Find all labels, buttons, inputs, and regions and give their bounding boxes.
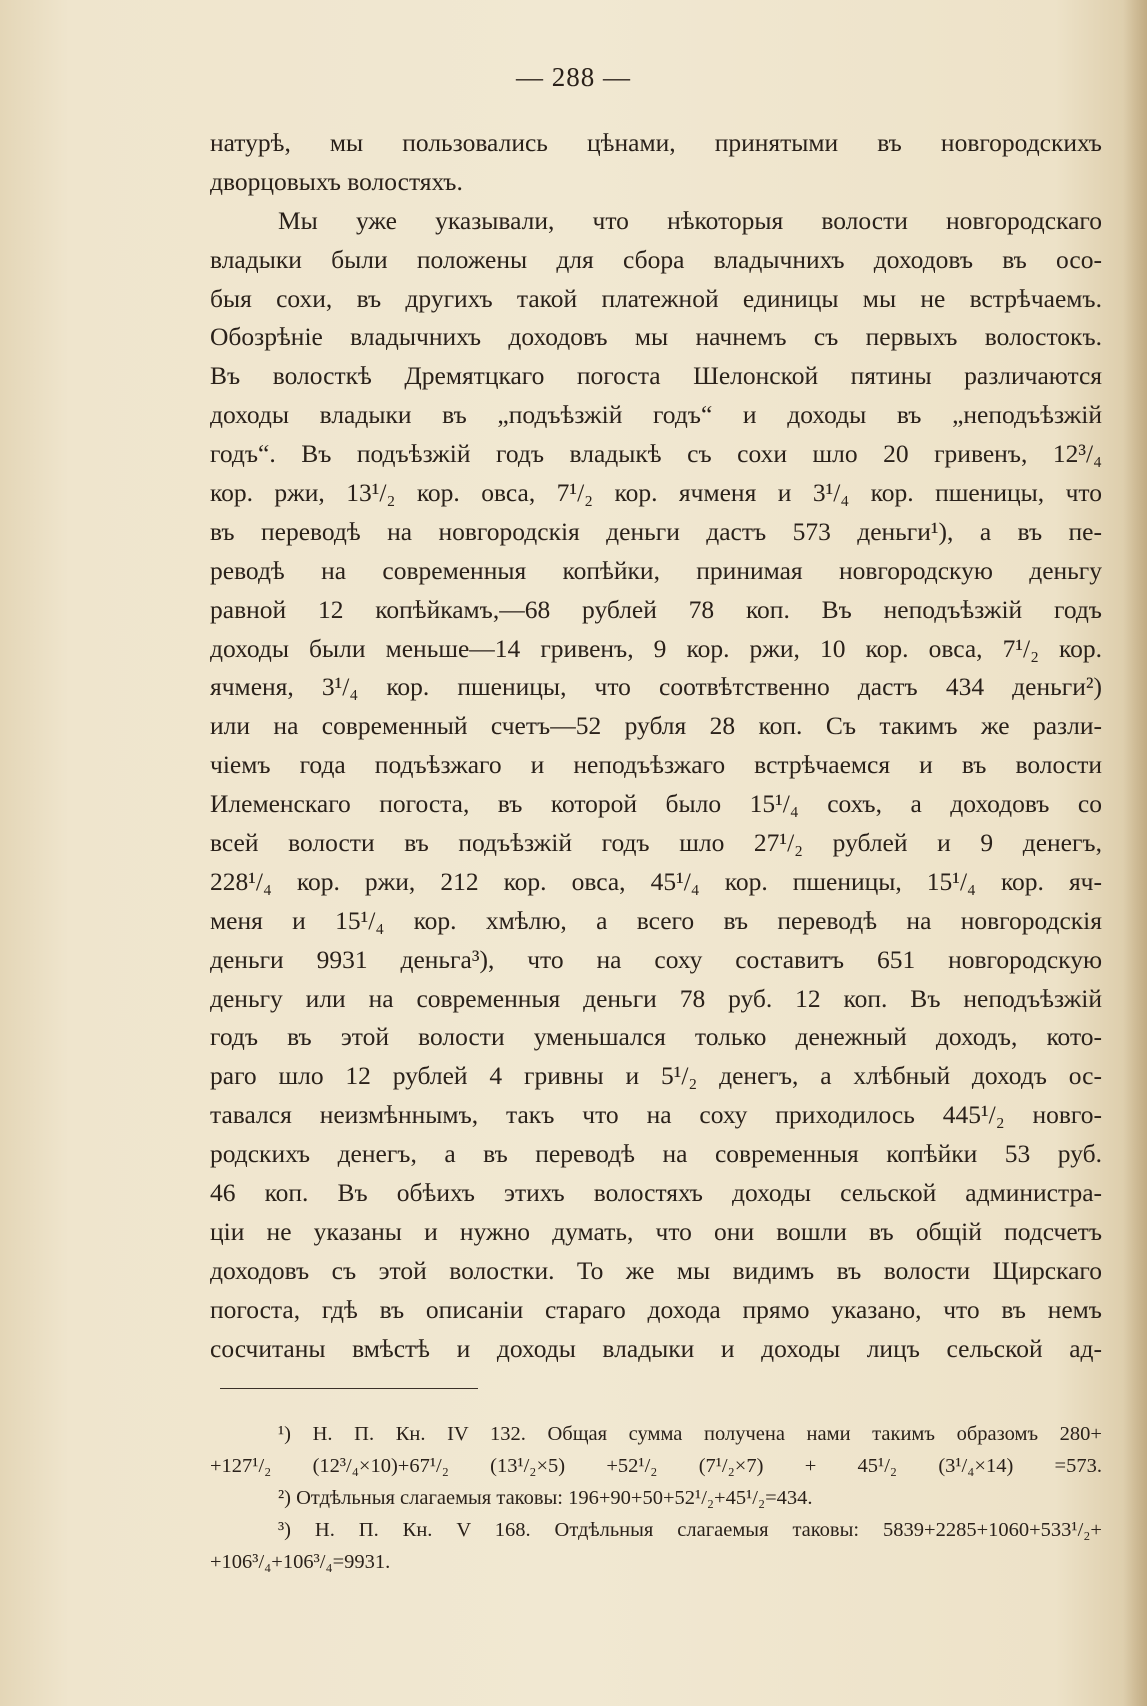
text-line: Мы уже указывали, что нѣкоторыя волости новгородскаго — [278, 205, 1102, 235]
text-line: ціи не указаны и нужно думать, что они вошли въ общій подсчетъ — [210, 1216, 1102, 1246]
page-number: — 288 — — [516, 62, 631, 92]
footnote-line: ³) Н. П. Кн. V 168. Отдѣльныя слагаемыя таковы: 5839+2285+1060+533¹/₂+ — [278, 1519, 1102, 1541]
text-line: 228¹/₄ кор. ржи, 212 кор. овса, 45¹/₄ кор. пшеницы, 15¹/₄ кор. яч- — [210, 866, 1102, 896]
body-text — [210, 124, 1102, 1369]
text-line: дворцовыхъ волостяхъ. — [210, 166, 463, 196]
text-line: ячменя, 3¹/₄ кор. пшеницы, что соотвѣтственно дастъ 434 деньги²) — [210, 672, 1102, 702]
text-line: Обозрѣніе владычнихъ доходовъ мы начнемъ съ первыхъ волостокъ. — [210, 322, 1102, 352]
text-line: равной 12 копѣйкамъ,—68 рублей 78 коп. Въ неподъѣзжій годъ — [210, 594, 1102, 624]
text-line: или на современный счетъ—52 рубля 28 коп. Съ такимъ же разли- — [210, 711, 1102, 741]
text-line: натурѣ, мы пользовались цѣнами, принятыми въ новгородскихъ — [210, 128, 1102, 157]
text-line: кор. ржи, 13¹/₂ кор. овса, 7¹/₂ кор. ячменя и 3¹/₄ кор. пшеницы, что — [210, 478, 1102, 508]
text-line: тавался неизмѣннымъ, такъ что на соху приходилось 445¹/₂ новго- — [210, 1100, 1102, 1130]
text-line: доходы владыки въ „подъѣзжій годъ“ и доходы въ „неподъѣзжій — [210, 400, 1102, 430]
footnotes — [210, 1418, 1102, 1578]
text-line: раго шло 12 рублей 4 гривны и 5¹/₂ денегъ, а хлѣбный доходъ ос- — [210, 1061, 1102, 1091]
text-line: деньги 9931 деньга³), что на соху составитъ 651 новгородскую — [210, 944, 1102, 974]
footnote-divider — [220, 1388, 478, 1389]
footnote-line: +106³/₄+106³/₄=9931. — [210, 1551, 391, 1573]
footnote-line: ¹) Н. П. Кн. IV 132. Общая сумма получена нами такимъ образомъ 280+ — [278, 1423, 1102, 1445]
text-line: родскихъ денегъ, а въ переводѣ на современныя копѣйки 53 руб. — [210, 1139, 1102, 1169]
text-line: владыки были положены для сбора владычнихъ доходовъ въ осо- — [210, 244, 1102, 274]
page-edge-shadow — [1123, 0, 1147, 1706]
text-line: чіемъ года подъѣзжаго и неподъѣзжаго встрѣчаемся и въ волости — [210, 750, 1102, 780]
text-line: реводѣ на современныя копѣйки, принимая новгородскую деньгу — [210, 555, 1102, 585]
text-line: доходы были меньше—14 гривенъ, 9 кор. ржи, 10 кор. овса, 7¹/₂ кор. — [210, 633, 1102, 663]
text-line: въ переводѣ на новгородскія деньги дастъ 573 деньги¹), а въ пе- — [210, 516, 1102, 546]
text-line: всей волости въ подъѣзжій годъ шло 27¹/₂ рублей и 9 денегъ, — [210, 828, 1102, 858]
text-line: погоста, гдѣ въ описаніи стараго дохода прямо указано, что въ немъ — [210, 1294, 1102, 1324]
text-line: быя сохи, въ другихъ такой платежной единицы мы не встрѣчаемъ. — [210, 283, 1102, 313]
footnote-line: ²) Отдѣльныя слагаемыя таковы: 196+90+50+52¹/₂+45¹/₂=434. — [278, 1487, 813, 1509]
text-line: годъ въ этой волости уменьшался только денежный доходъ, кото- — [210, 1022, 1102, 1052]
text-line: Въ волосткѣ Дремятцкаго погоста Шелонской пятины различаются — [210, 361, 1102, 391]
text-line: годъ“. Въ подъѣзжій годъ владыкѣ съ сохи шло 20 гривенъ, 12³/₄ — [210, 439, 1102, 469]
text-line: сосчитаны вмѣстѣ и доходы владыки и доходы лицъ сельской ад- — [210, 1333, 1102, 1363]
text-line: меня и 15¹/₄ кор. хмѣлю, а всего въ переводѣ на новгородскія — [210, 905, 1102, 935]
text-line: деньгу или на современныя деньги 78 руб. 12 коп. Въ неподъѣзжій — [210, 983, 1102, 1013]
text-line: 46 коп. Въ обѣихъ этихъ волостяхъ доходы сельской администра- — [210, 1178, 1102, 1208]
footnote-line: +127¹/₂ (12³/₄×10)+67¹/₂ (13¹/₂×5) +52¹/₂ (7¹/₂×7) + 45¹/₂ (3¹/₄×14) =573. — [210, 1455, 1102, 1477]
text-line: доходовъ съ этой волостки. То же мы видимъ въ волости Щирскаго — [210, 1255, 1102, 1285]
text-line: Илеменскаго погоста, въ которой было 15¹/₄ сохъ, а доходовъ со — [210, 789, 1102, 819]
